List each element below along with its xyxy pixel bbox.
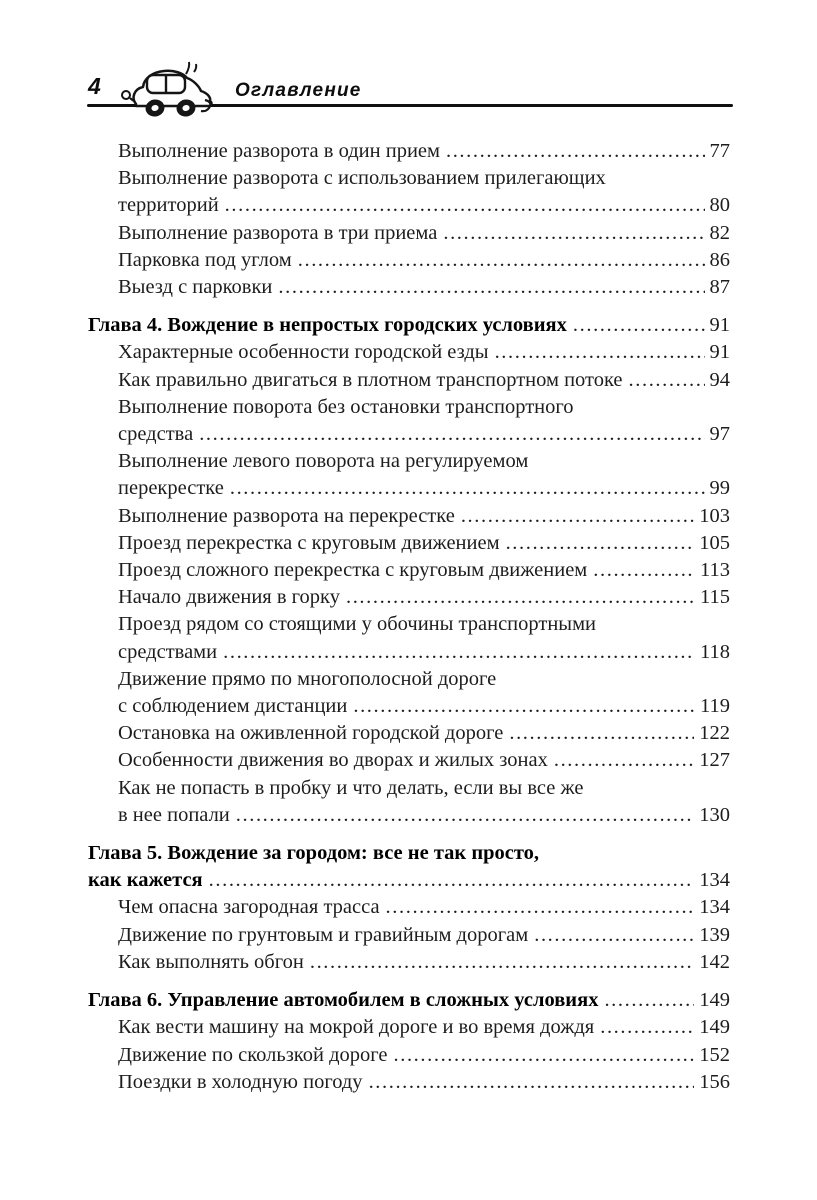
toc-line bbox=[88, 775, 730, 802]
toc-line bbox=[88, 312, 730, 339]
page-number: 4 bbox=[88, 73, 101, 99]
toc-entry-title: Как правильно двигаться в плотном транспортном потоке bbox=[118, 368, 623, 391]
toc-line bbox=[88, 220, 730, 247]
toc-page-number: 115 bbox=[700, 586, 730, 609]
toc-page-number: 77 bbox=[709, 140, 730, 162]
dot-leader bbox=[495, 339, 705, 366]
toc-page-number: 130 bbox=[699, 803, 730, 826]
toc-entry-title: Парковка под углом bbox=[118, 248, 292, 271]
toc-entry-title: Проезд сложного перекрестка с круговым движением bbox=[118, 559, 588, 582]
toc-line bbox=[88, 475, 730, 502]
toc-entry-title: Как вести машину на мокрой дороге и во время дождя bbox=[118, 1016, 595, 1039]
toc-line bbox=[88, 666, 730, 693]
toc-page-number: 87 bbox=[709, 276, 730, 299]
toc-line bbox=[88, 693, 730, 720]
toc-line bbox=[88, 639, 730, 666]
toc-line bbox=[88, 949, 730, 976]
toc-entry-title: Выполнение левого поворота на регулируемом bbox=[118, 450, 529, 473]
dot-leader bbox=[225, 192, 705, 219]
toc-page-number: 91 bbox=[709, 314, 730, 337]
toc-page-number: 97 bbox=[709, 423, 730, 446]
toc-page-number: 122 bbox=[699, 722, 730, 745]
dot-leader bbox=[509, 720, 694, 747]
dot-leader bbox=[446, 138, 705, 165]
dot-leader bbox=[506, 530, 695, 557]
dot-leader bbox=[230, 475, 705, 502]
toc-line bbox=[88, 894, 730, 921]
dot-leader bbox=[209, 867, 695, 894]
toc-line bbox=[88, 367, 730, 394]
toc-page-number: 149 bbox=[699, 1016, 730, 1039]
dot-leader bbox=[534, 922, 694, 949]
toc-page-number: 105 bbox=[699, 531, 730, 554]
toc-entry-title: Движение по грунтовым и гравийным дорогам bbox=[118, 923, 529, 946]
toc-line bbox=[88, 503, 730, 530]
toc-entry-title: Движение по скользкой дороге bbox=[118, 1043, 388, 1066]
toc-line bbox=[88, 987, 730, 1014]
toc-page-number: 99 bbox=[709, 477, 730, 500]
dot-leader bbox=[443, 220, 704, 247]
toc-page-number: 119 bbox=[700, 695, 730, 718]
dot-leader bbox=[278, 274, 704, 301]
toc-list bbox=[88, 138, 730, 1096]
toc-line bbox=[88, 1042, 730, 1069]
toc-page-number: 127 bbox=[699, 749, 730, 772]
toc-entry-title: Как выполнять обгон bbox=[118, 950, 304, 973]
toc-page-number: 91 bbox=[709, 341, 730, 364]
toc-line bbox=[88, 192, 730, 219]
toc-entry-title: Поездки в холодную погоду bbox=[118, 1070, 363, 1093]
toc-page-number: 113 bbox=[700, 559, 730, 582]
toc-line bbox=[88, 1069, 730, 1096]
toc-line bbox=[88, 247, 730, 274]
dot-leader bbox=[573, 312, 705, 339]
toc-line bbox=[88, 448, 730, 475]
toc-entry-title: Выполнение разворота в один прием bbox=[118, 140, 440, 162]
toc-page-number: 142 bbox=[699, 950, 730, 973]
toc-line bbox=[88, 394, 730, 421]
toc-page-number: 82 bbox=[709, 221, 730, 244]
toc-entry-title: Глава 5. Вождение за городом: все не так просто, bbox=[88, 842, 540, 865]
car-icon bbox=[120, 61, 220, 121]
dot-leader bbox=[629, 367, 705, 394]
dot-leader bbox=[298, 247, 705, 274]
toc-entry-title: Движение прямо по многополосной дороге bbox=[118, 667, 497, 690]
toc-entry-title: с соблюдением дистанции bbox=[118, 695, 348, 718]
dot-leader bbox=[310, 949, 694, 976]
toc-line bbox=[88, 922, 730, 949]
toc-entry-title: Выполнение поворота без остановки транспортного bbox=[118, 395, 574, 418]
toc-entry-title: средства bbox=[118, 423, 194, 446]
toc-line bbox=[88, 165, 730, 192]
toc-entry-title: Выполнение разворота с использованием прилегающих bbox=[118, 167, 606, 190]
toc-line bbox=[88, 611, 730, 638]
toc-entry-title: территорий bbox=[118, 194, 219, 217]
toc-line bbox=[88, 584, 730, 611]
dot-leader bbox=[346, 584, 695, 611]
toc-entry-title: Глава 4. Вождение в непростых городских условиях bbox=[88, 314, 567, 337]
toc-entry-title: Выполнение разворота в три приема bbox=[118, 221, 438, 244]
toc-page-number: 152 bbox=[699, 1043, 730, 1066]
toc-entry-title: Характерные особенности городской езды bbox=[118, 341, 489, 364]
dot-leader bbox=[223, 639, 695, 666]
dot-leader bbox=[593, 557, 695, 584]
toc-line bbox=[88, 138, 730, 165]
dot-leader bbox=[199, 421, 704, 448]
dot-leader bbox=[369, 1069, 695, 1096]
dot-leader bbox=[353, 693, 695, 720]
toc-entry-title: средствами bbox=[118, 640, 218, 663]
toc-line bbox=[88, 867, 730, 894]
toc-entry-title: Как не попасть в пробку и что делать, если вы все же bbox=[118, 776, 584, 799]
toc-page-number: 156 bbox=[699, 1070, 730, 1093]
toc-line bbox=[88, 339, 730, 366]
toc-page-number: 149 bbox=[699, 989, 730, 1012]
dot-leader bbox=[604, 987, 694, 1014]
dot-leader bbox=[386, 894, 695, 921]
dot-leader bbox=[600, 1014, 694, 1041]
toc-entry-title: Особенности движения во дворах и жилых зонах bbox=[118, 749, 548, 772]
toc-page-number: 86 bbox=[709, 248, 730, 271]
dot-leader bbox=[236, 802, 694, 829]
toc-line bbox=[88, 421, 730, 448]
toc-entry-title: перекрестке bbox=[118, 477, 224, 500]
toc-entry-title: Выполнение разворота на перекрестке bbox=[118, 504, 455, 527]
toc-line bbox=[88, 720, 730, 747]
toc-line bbox=[88, 557, 730, 584]
toc-entry-title: Проезд перекрестка с круговым движением bbox=[118, 531, 500, 554]
toc-page-number: 94 bbox=[709, 368, 730, 391]
toc-entry-title: Выезд с парковки bbox=[118, 276, 273, 299]
running-head-title: Оглавление bbox=[235, 80, 362, 101]
toc-page-number: 103 bbox=[699, 504, 730, 527]
toc-page-number: 134 bbox=[699, 869, 730, 892]
toc-entry-title: Глава 6. Управление автомобилем в сложных условиях bbox=[88, 989, 599, 1012]
toc-line bbox=[88, 840, 730, 867]
toc-line bbox=[88, 802, 730, 829]
toc-page-number: 80 bbox=[709, 194, 730, 217]
toc-entry-title: Начало движения в горку bbox=[118, 586, 340, 609]
toc-page-number: 134 bbox=[699, 896, 730, 919]
dot-leader bbox=[554, 747, 694, 774]
toc-entry-title: Остановка на оживленной городской дороге bbox=[118, 722, 504, 745]
toc-line bbox=[88, 747, 730, 774]
toc-entry-title: Проезд рядом со стоящими у обочины транспортными bbox=[118, 613, 597, 636]
dot-leader bbox=[461, 503, 694, 530]
toc-page-number: 118 bbox=[700, 640, 730, 663]
toc-entry-title: Чем опасна загородная трасса bbox=[118, 896, 380, 919]
toc-line bbox=[88, 530, 730, 557]
toc-line bbox=[88, 274, 730, 301]
toc-page-number: 139 bbox=[699, 923, 730, 946]
dot-leader bbox=[394, 1042, 695, 1069]
toc-entry-title: в нее попали bbox=[118, 803, 230, 826]
toc-entry-title: как кажется bbox=[88, 869, 203, 892]
toc-line bbox=[88, 1014, 730, 1041]
